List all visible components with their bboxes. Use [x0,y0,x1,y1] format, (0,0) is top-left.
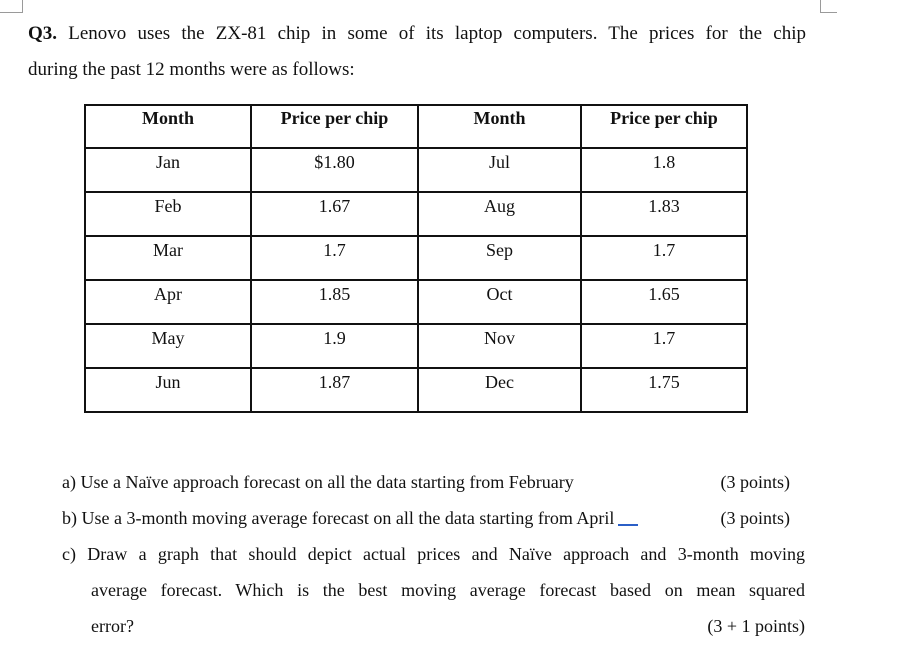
question-text-line-1: Lenovo uses the ZX-81 chip in some of its laptop computers. The prices for the chip [68,23,807,44]
page-corner-mark-top-right [820,0,837,13]
header-month-1: Month [85,105,251,148]
table-cell: 1.7 [581,324,747,368]
table-row [85,148,747,192]
table-cell: 1.83 [581,192,747,236]
table-cell: 1.67 [251,192,418,236]
table-cell: Jan [85,148,251,192]
part-c-points: (3 + 1 points) [707,616,805,636]
table-cell: Dec [418,368,581,412]
table-cell: 1.7 [581,236,747,280]
table-cell: May [85,324,251,368]
part-c-line-1: c) Draw a graph that should depict actual prices and Naïve approach and 3-month moving [62,544,805,564]
table-cell: 1.85 [251,280,418,324]
question-parts [62,464,807,644]
page-corner-mark-top-left [0,0,23,13]
table-cell: 1.9 [251,324,418,368]
header-price-2: Price per chip [581,105,747,148]
question-text [28,16,828,88]
table-header-row [85,105,747,148]
table-cell: 1.87 [251,368,418,412]
table-cell: Mar [85,236,251,280]
table-cell: Apr [85,280,251,324]
header-month-2: Month [418,105,581,148]
price-table [84,104,748,413]
table-cell: Sep [418,236,581,280]
table-cell: 1.8 [581,148,747,192]
part-a [62,464,807,500]
part-b-points: (3 points) [720,508,790,528]
part-c-line-2: average forecast. Which is the best moving average forecast based on mean squared [91,580,805,600]
question-text-line-2: during the past 12 months were as follows: [28,59,355,80]
table-cell: Jun [85,368,251,412]
table-row [85,192,747,236]
table-cell: Nov [418,324,581,368]
part-a-text: a) Use a Naïve approach forecast on all the data starting from February [62,472,574,492]
part-b-text: b) Use a 3-month moving average forecast on all the data starting from April [62,508,615,528]
table-cell: Aug [418,192,581,236]
table-cell: Oct [418,280,581,324]
table-row [85,324,747,368]
part-a-points: (3 points) [720,472,790,492]
part-b [62,500,807,536]
header-price-1: Price per chip [251,105,418,148]
underline-mark [618,500,638,526]
table-row [85,368,747,412]
table-cell: 1.65 [581,280,747,324]
part-c-text-line-3: error? [91,616,134,636]
part-c-line-3 [62,608,807,644]
question-number: Q3. [28,23,58,44]
question-line-1 [28,16,806,52]
table-cell: Feb [85,192,251,236]
table-row [85,280,747,324]
table-cell: 1.75 [581,368,747,412]
table-cell: 1.7 [251,236,418,280]
table-row [85,236,747,280]
table-cell: Jul [418,148,581,192]
table-cell: $1.80 [251,148,418,192]
